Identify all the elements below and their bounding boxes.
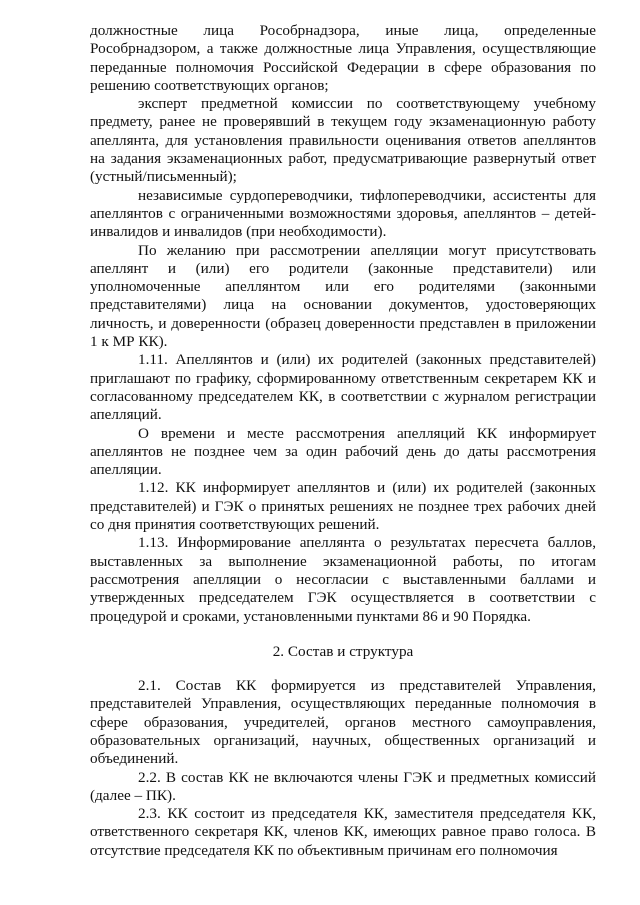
paragraph-1-12: 1.12. КК информирует апеллянтов и (или) их родителей (законных представителей) и ГЭК о принятых решениях не позднее трех рабочих дней со дня принятия соответствующих решений. [90, 479, 596, 534]
document-page [90, 22, 596, 860]
paragraph-2-1: 2.1. Состав КК формируется из представителей Управления, представителей Управления, осуществляющих переданные полномочия в сфере образования, учредителей, органов местного самоуправления, образовательных организаций, научных, общественных организаций и объединений. [90, 677, 596, 768]
paragraph-attendance: По желанию при рассмотрении апелляции могут присутствовать апеллянт и (или) его родители (законные представители) или уполномоченные апеллянтом или его родителями (законными представителями) лица на основании документов, удостоверяющих личность, и доверенности (образец доверенности представлен в приложении 1 к МР КК). [90, 241, 596, 351]
paragraph-2-2: 2.2. В состав КК не включаются члены ГЭК и предметных комиссий (далее – ПК). [90, 768, 596, 804]
paragraph-interpreters: независимые сурдопереводчики, тифлопереводчики, ассистенты для апеллянтов с ограниченными возможностями здоровья, апеллянтов – детей-инвалидов и инвалидов (при необходимости). [90, 186, 596, 241]
paragraph-2-3: 2.3. КК состоит из председателя КК, заместителя председателя КК, ответственного секретаря КК, членов КК, имеющих равное право голоса. В отсутствие председателя КК по объективным причинам его полномочия [90, 805, 596, 859]
paragraph-expert: эксперт предметной комиссии по соответствующему учебному предмету, ранее не проверявший в текущем году экзаменационную работу апеллянта, для установления правильности оценивания ответов апеллянтов на задания экзаменационных работ, предусматривающие развернутый ответ (устный/письменный); [90, 95, 596, 186]
paragraph-notification: О времени и месте рассмотрения апелляций КК информирует апеллянтов не позднее чем за один рабочий день до даты рассмотрения апелляции. [90, 424, 596, 479]
paragraph-officials: должностные лица Рособрнадзора, иные лица, определенные Рособрнадзором, а также должностные лица Управления, осуществляющие переданные полномочия Российской Федерации в сфере образования по решению соответствующих органов; [90, 22, 596, 94]
paragraph-1-13: 1.13. Информирование апеллянта о результатах пересчета баллов, выставленных за выполнение экзаменационной работы, по итогам рассмотрения апелляции о несогласии с выставленными баллами и утвержденных председателем ГЭК осуществляется в соответствии с процедурой и сроками, установленными пунктами 86 и 90 Порядка. [90, 534, 596, 625]
section-heading: 2. Состав и структура [272, 642, 414, 660]
paragraph-1-11: 1.11. Апеллянтов и (или) их родителей (законных представителей) приглашают по графику, сформированному ответственным секретарем КК и согласованному председателем КК, в соответствии с журналом регистрации апелляций. [90, 351, 596, 424]
